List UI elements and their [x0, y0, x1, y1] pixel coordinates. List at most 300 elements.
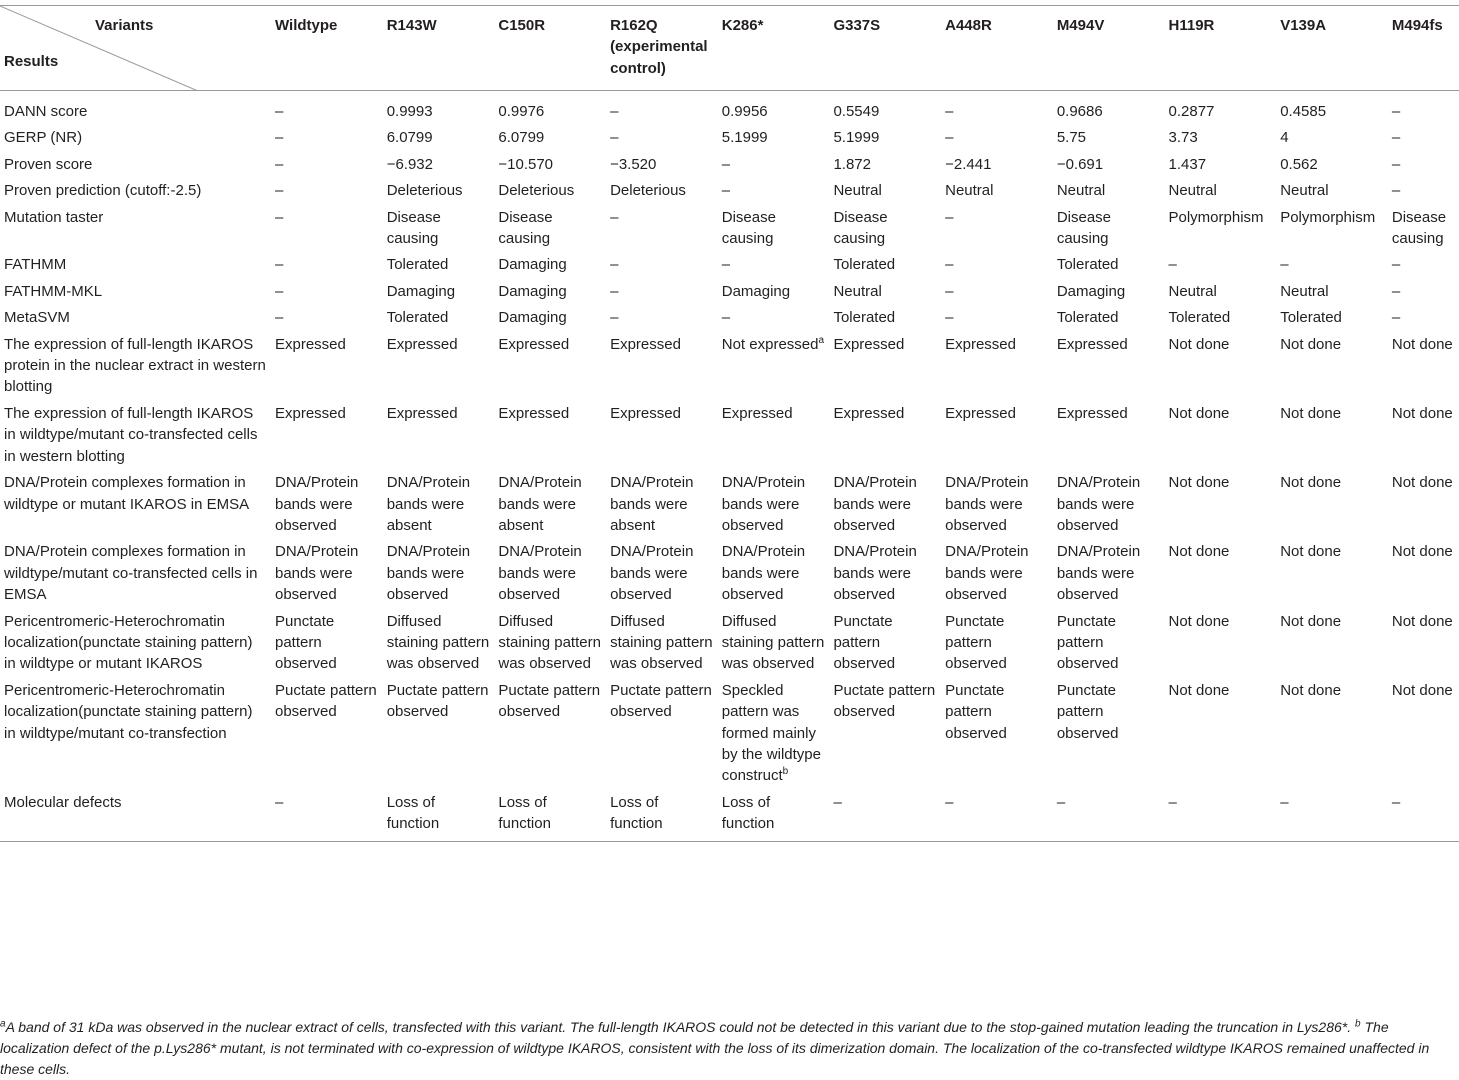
- table-cell: [1276, 91, 1388, 126]
- table-cell: [271, 125, 383, 151]
- cell-value: 0.5549: [833, 103, 880, 120]
- cell-value: Deleterious: [386, 182, 463, 200]
- cell-value: –: [275, 155, 284, 173]
- cell-value: Tolerated: [1056, 309, 1119, 327]
- cell-value: –: [610, 103, 619, 120]
- table-cell: [1276, 205, 1388, 253]
- cell-value: −10.570: [498, 155, 554, 173]
- table-cell: [1053, 790, 1165, 841]
- cell-value: DNA/Protein bands were observed: [945, 474, 1029, 534]
- table-cell: [1165, 279, 1277, 305]
- cell-value: Loss of function: [498, 793, 551, 833]
- cell-value: Loss of function: [386, 793, 440, 833]
- cell-value: Expressed: [721, 404, 793, 422]
- cell-value: –: [1391, 103, 1401, 120]
- table-cell: [1053, 609, 1165, 678]
- cell-value: –: [275, 208, 284, 226]
- table-cell: [383, 205, 495, 253]
- table-cell: [1053, 678, 1165, 790]
- table-cell: [1388, 609, 1459, 678]
- cell-value: Expressed: [275, 335, 346, 353]
- cell-value: Polymorphism: [1168, 208, 1264, 226]
- corner-header-cell: [0, 6, 271, 91]
- cell-value: DNA/Protein bands were observed: [833, 474, 917, 534]
- table-cell: [494, 125, 606, 151]
- cell-value: Deleterious: [610, 182, 686, 200]
- table-cell: [1276, 125, 1388, 151]
- cell-value: 5.1999: [833, 129, 880, 147]
- cell-value: –: [610, 208, 619, 226]
- table-cell: [1276, 401, 1388, 470]
- table-cell: [941, 205, 1053, 253]
- table-cell: [1388, 125, 1459, 151]
- cell-value: –: [1391, 793, 1401, 811]
- table-cell: [829, 91, 941, 126]
- table-row: [0, 790, 1459, 841]
- table-cell: [1276, 332, 1388, 401]
- table-body: [0, 91, 1459, 842]
- cell-value: 0.9686: [1056, 103, 1103, 120]
- table-cell: [1165, 790, 1277, 841]
- table-cell: [941, 152, 1053, 178]
- table-cell: [1388, 152, 1459, 178]
- table-cell: [383, 609, 495, 678]
- table-cell: [829, 152, 941, 178]
- cell-value: Deleterious: [498, 182, 575, 200]
- column-header: H119R: [1165, 6, 1277, 91]
- cell-value: DNA/Protein bands were observed: [945, 543, 1029, 604]
- table-cell: [718, 305, 830, 331]
- table-cell: [718, 152, 830, 178]
- table-cell: [1276, 790, 1388, 841]
- table-cell: [941, 125, 1053, 151]
- table-cell: [494, 678, 606, 790]
- column-header: M494fs: [1388, 6, 1459, 91]
- cell-value: –: [945, 129, 954, 147]
- table-cell: [1053, 470, 1165, 539]
- table-cell: [829, 678, 941, 790]
- results-table-container: [0, 5, 1459, 842]
- cell-value: Not done: [1168, 612, 1230, 630]
- cell-value: –: [275, 129, 284, 147]
- cell-value: Diffused staining pattern was observed: [610, 612, 713, 673]
- cell-value: DNA/Protein bands were observed: [1056, 474, 1141, 534]
- row-label: Proven prediction (cutoff:-2.5): [4, 182, 202, 200]
- table-row: [0, 152, 1459, 178]
- cell-value: Expressed: [1056, 335, 1128, 353]
- table-cell: [383, 790, 495, 841]
- table-cell: [1053, 539, 1165, 608]
- table-cell: [494, 205, 606, 253]
- cell-value: Expressed: [498, 404, 570, 422]
- table-cell: [1276, 152, 1388, 178]
- cell-value: –: [1280, 256, 1289, 274]
- cell-value: Not done: [1391, 474, 1453, 492]
- cell-value: 4: [1280, 129, 1289, 147]
- cell-value: Disease causing: [1391, 208, 1447, 248]
- cell-value: Expressed: [386, 335, 458, 353]
- cell-value: Damaging: [721, 282, 791, 300]
- table-cell: [941, 178, 1053, 204]
- cell-value: DNA/Protein bands were absent: [610, 474, 694, 534]
- table-cell: [271, 539, 383, 608]
- cell-value: 0.9956: [721, 103, 768, 120]
- table-cell: [383, 178, 495, 204]
- cell-value: Not done: [1391, 543, 1453, 561]
- table-cell: [718, 91, 830, 126]
- cell-value: Tolerated: [833, 309, 896, 327]
- table-cell: [1388, 252, 1459, 278]
- row-label: Mutation taster: [4, 208, 104, 226]
- table-cell: [271, 279, 383, 305]
- cell-value: Neutral: [945, 182, 994, 200]
- row-label: MetaSVM: [4, 309, 70, 327]
- cell-value: Diffused staining pattern was observed: [721, 612, 825, 673]
- table-cell: [494, 470, 606, 539]
- cell-value: –: [945, 282, 954, 300]
- table-cell: [1165, 91, 1277, 126]
- cell-value: DNA/Protein bands were absent: [386, 474, 471, 534]
- cell-value: Punctate pattern observed: [945, 681, 1007, 742]
- cell-value: Expressed: [1056, 404, 1128, 422]
- cell-value: Tolerated: [386, 256, 449, 274]
- table-cell: [271, 332, 383, 401]
- table-cell: [383, 279, 495, 305]
- table-cell: [606, 305, 718, 331]
- cell-value: –: [1391, 282, 1401, 300]
- table-cell: [494, 305, 606, 331]
- cell-value: Disease causing: [498, 208, 553, 248]
- cell-value: Tolerated: [1056, 256, 1119, 274]
- cell-value: Not expressed: [721, 335, 819, 353]
- table-cell: [271, 609, 383, 678]
- table-cell: [829, 539, 941, 608]
- column-header: C150R: [494, 6, 606, 91]
- table-cell: [606, 332, 718, 401]
- cell-value: Not done: [1168, 335, 1230, 353]
- table-cell: [494, 279, 606, 305]
- table-cell: [271, 790, 383, 841]
- cell-value: DNA/Protein bands were observed: [721, 474, 806, 534]
- table-cell: [1276, 279, 1388, 305]
- cell-value: Not done: [1168, 474, 1230, 492]
- table-cell: [941, 678, 1053, 790]
- cell-value: –: [275, 282, 284, 300]
- table-cell: [829, 332, 941, 401]
- table-cell: [941, 790, 1053, 841]
- table-cell: [494, 178, 606, 204]
- table-cell: [1388, 178, 1459, 204]
- table-cell: [1388, 401, 1459, 470]
- cell-value: Not done: [1391, 612, 1453, 630]
- table-cell: [606, 178, 718, 204]
- table-cell: [606, 279, 718, 305]
- column-header: G337S: [829, 6, 941, 91]
- cell-value: Not done: [1280, 474, 1342, 492]
- cell-value: Not done: [1391, 335, 1453, 353]
- table-cell: [1388, 91, 1459, 126]
- cell-value: Puctate pattern observed: [386, 681, 489, 721]
- table-cell: [1276, 178, 1388, 204]
- cell-value: 3.73: [1168, 129, 1198, 147]
- cell-value: –: [275, 793, 284, 811]
- cell-value: Not done: [1391, 681, 1453, 699]
- corner-results-label: Results: [4, 53, 59, 70]
- cell-value: Punctate pattern observed: [945, 612, 1007, 673]
- cell-value: DNA/Protein bands were observed: [1056, 543, 1141, 604]
- footnote-mark-b: b: [1355, 1018, 1361, 1030]
- row-label: FATHMM-MKL: [4, 282, 103, 300]
- table-cell: [1276, 539, 1388, 608]
- table-cell: [829, 252, 941, 278]
- column-header: V139A: [1276, 6, 1388, 91]
- cell-value: –: [1391, 155, 1401, 173]
- table-cell: [494, 539, 606, 608]
- table-cell: [494, 91, 606, 126]
- cell-value: Disease causing: [833, 208, 888, 248]
- cell-value: Puctate pattern observed: [275, 681, 377, 721]
- table-cell: [1276, 470, 1388, 539]
- cell-value: 0.9993: [386, 103, 433, 120]
- cell-value: Damaging: [1056, 282, 1126, 300]
- cell-value: 0.562: [1280, 155, 1318, 173]
- cell-value: DNA/Protein bands were observed: [610, 543, 694, 604]
- column-header: R143W: [383, 6, 495, 91]
- cell-value: Expressed: [833, 335, 905, 353]
- footnote-text-a: A band of 31 kDa was observed in the nuclear extract of cells, transfected with this variant. The full-length IKAROS could not be detected in this variant due to the stop-gained mutation leading the truncation in Lys286*.: [5, 1019, 1352, 1035]
- cell-value: –: [610, 129, 619, 147]
- cell-value: Tolerated: [386, 309, 449, 327]
- table-cell: [1165, 152, 1277, 178]
- table-cell: [383, 678, 495, 790]
- table-cell: [1276, 609, 1388, 678]
- cell-value: −6.932: [386, 155, 433, 173]
- table-cell: [718, 252, 830, 278]
- cell-value: Not done: [1168, 681, 1230, 699]
- cell-value: 6.0799: [498, 129, 545, 147]
- cell-value: –: [1056, 793, 1066, 811]
- table-cell: [606, 790, 718, 841]
- column-header: K286*: [718, 6, 830, 91]
- table-cell: [1388, 790, 1459, 841]
- table-row: [0, 539, 1459, 608]
- corner-variants-label: Variants: [95, 17, 154, 34]
- table-cell: [1388, 305, 1459, 331]
- cell-value: –: [1391, 182, 1401, 200]
- cell-value: Diffused staining pattern was observed: [498, 612, 601, 673]
- table-cell: [1388, 470, 1459, 539]
- table-cell: [606, 609, 718, 678]
- cell-value: –: [610, 256, 619, 274]
- cell-value: Tolerated: [1280, 309, 1342, 327]
- table-cell: [718, 332, 830, 401]
- table-cell: [383, 252, 495, 278]
- cell-value: Not done: [1280, 681, 1342, 699]
- cell-value: Neutral: [833, 182, 882, 200]
- cell-value: Damaging: [498, 256, 567, 274]
- table-cell: [1053, 91, 1165, 126]
- cell-value: Neutral: [833, 282, 882, 300]
- cell-value: Not done: [1280, 404, 1342, 422]
- cell-value: –: [833, 793, 842, 811]
- table-row: [0, 609, 1459, 678]
- cell-value: 0.2877: [1168, 103, 1215, 120]
- table-cell: [941, 401, 1053, 470]
- table-cell: [1053, 332, 1165, 401]
- table-cell: [1388, 678, 1459, 790]
- cell-value: 5.75: [1056, 129, 1087, 147]
- row-label: Molecular defects: [0, 790, 271, 841]
- table-cell: [718, 790, 830, 841]
- table-cell: [271, 401, 383, 470]
- cell-value: Expressed: [945, 335, 1016, 353]
- table-cell: [494, 332, 606, 401]
- footnote-mark-a: a: [0, 1018, 6, 1030]
- footnote-reference: a: [818, 334, 825, 346]
- cell-value: Expressed: [945, 404, 1016, 422]
- table-cell: [494, 252, 606, 278]
- cell-value: –: [721, 155, 731, 173]
- cell-value: –: [721, 309, 731, 327]
- column-header: Wildtype: [271, 6, 383, 91]
- table-cell: [606, 252, 718, 278]
- table-cell: [829, 401, 941, 470]
- table-cell: [941, 470, 1053, 539]
- table-row: [0, 332, 1459, 401]
- table-cell: [271, 91, 383, 126]
- table-cell: [1053, 152, 1165, 178]
- cell-value: –: [610, 282, 619, 300]
- table-cell: [494, 609, 606, 678]
- cell-value: Damaging: [498, 282, 567, 300]
- table-cell: [383, 91, 495, 126]
- column-header: A448R: [941, 6, 1053, 91]
- cell-value: Tolerated: [1168, 309, 1231, 327]
- cell-value: Punctate pattern observed: [275, 612, 337, 673]
- variant-results-table: [0, 5, 1459, 842]
- cell-value: Expressed: [610, 335, 681, 353]
- table-cell: [829, 178, 941, 204]
- table-cell: [941, 305, 1053, 331]
- table-row: [0, 125, 1459, 151]
- cell-value: Neutral: [1056, 182, 1106, 200]
- cell-value: –: [945, 103, 954, 120]
- table-cell: [1053, 125, 1165, 151]
- cell-value: –: [1391, 256, 1401, 274]
- row-label: DANN score: [4, 103, 88, 120]
- cell-value: Disease causing: [721, 208, 776, 248]
- table-cell: [829, 470, 941, 539]
- table-cell: [941, 332, 1053, 401]
- row-label: The expression of full-length IKAROS in wildtype/mutant co-transfected cells in western blotting: [4, 404, 258, 465]
- row-label: Proven score: [4, 155, 93, 173]
- table-cell: [718, 470, 830, 539]
- cell-value: Not done: [1280, 543, 1342, 561]
- cell-value: Expressed: [386, 404, 458, 422]
- table-cell: [383, 305, 495, 331]
- cell-value: Damaging: [386, 282, 456, 300]
- cell-value: Speckled pattern was formed mainly by the wildtype construct: [721, 681, 821, 785]
- cell-value: –: [1168, 256, 1177, 274]
- table-row: [0, 252, 1459, 278]
- cell-value: DNA/Protein bands were observed: [275, 543, 359, 604]
- table-cell: [941, 279, 1053, 305]
- table-cell: [606, 152, 718, 178]
- cell-value: Not done: [1168, 543, 1230, 561]
- table-row: [0, 178, 1459, 204]
- table-cell: [1388, 279, 1459, 305]
- cell-value: DNA/Protein bands were observed: [833, 543, 917, 604]
- table-cell: [606, 678, 718, 790]
- column-header: R162Q (experimental control): [606, 6, 718, 91]
- table-cell: [1388, 332, 1459, 401]
- cell-value: Expressed: [498, 335, 570, 353]
- cell-value: –: [275, 182, 284, 200]
- table-cell: [383, 152, 495, 178]
- table-cell: [1276, 305, 1388, 331]
- table-cell: [383, 332, 495, 401]
- cell-value: –: [721, 256, 731, 274]
- footnote-text-b: The localization defect of the p.Lys286* mutant, is not terminated with co-expression of wildtype IKAROS, consistent with the loss of its dimerization domain. The localization of the co-transfected wildtype IKAROS remained unaffected in these cells.: [0, 1019, 1430, 1077]
- table-cell: [941, 252, 1053, 278]
- table-cell: [941, 539, 1053, 608]
- table-cell: [1165, 125, 1277, 151]
- cell-value: DNA/Protein bands were observed: [386, 543, 471, 604]
- cell-value: –: [1391, 129, 1401, 147]
- header-row: [0, 6, 1459, 91]
- row-label: FATHMM: [4, 256, 67, 274]
- table-row: [0, 305, 1459, 331]
- row-label: The expression of full-length IKAROS protein in the nuclear extract in western blotting: [4, 335, 266, 396]
- cell-value: Not done: [1168, 404, 1230, 422]
- row-label: GERP (NR): [4, 129, 83, 147]
- cell-value: Not done: [1280, 612, 1342, 630]
- table-cell: [718, 678, 830, 790]
- cell-value: Expressed: [833, 404, 905, 422]
- cell-value: Puctate pattern observed: [833, 681, 936, 721]
- table-cell: [271, 252, 383, 278]
- cell-value: −0.691: [1056, 155, 1104, 173]
- table-cell: [1053, 178, 1165, 204]
- table-cell: [1165, 609, 1277, 678]
- table-cell: [606, 539, 718, 608]
- cell-value: DNA/Protein bands were observed: [721, 543, 806, 604]
- cell-value: 0.9976: [498, 103, 545, 120]
- row-label: Pericentromeric-Heterochromatin localization(punctate staining pattern) in wildtype/mutant co-transfection: [4, 681, 253, 742]
- table-cell: [383, 539, 495, 608]
- table-cell: [494, 401, 606, 470]
- cell-value: Punctate pattern observed: [833, 612, 896, 673]
- table-cell: [1165, 332, 1277, 401]
- table-cell: [718, 178, 830, 204]
- cell-value: –: [275, 256, 284, 274]
- table-cell: [383, 470, 495, 539]
- cell-value: 0.4585: [1280, 103, 1327, 120]
- table-cell: [941, 609, 1053, 678]
- cell-value: Puctate pattern observed: [498, 681, 601, 721]
- table-cell: [718, 205, 830, 253]
- table-cell: [1388, 539, 1459, 608]
- table-cell: [383, 125, 495, 151]
- cell-value: 6.0799: [386, 129, 433, 147]
- table-cell: [606, 401, 718, 470]
- table-cell: [941, 91, 1053, 126]
- cell-value: Neutral: [1280, 282, 1329, 300]
- table-footnote: [0, 1017, 1452, 1080]
- cell-value: Disease causing: [386, 208, 441, 248]
- cell-value: Punctate pattern observed: [1056, 681, 1119, 742]
- table-cell: [829, 279, 941, 305]
